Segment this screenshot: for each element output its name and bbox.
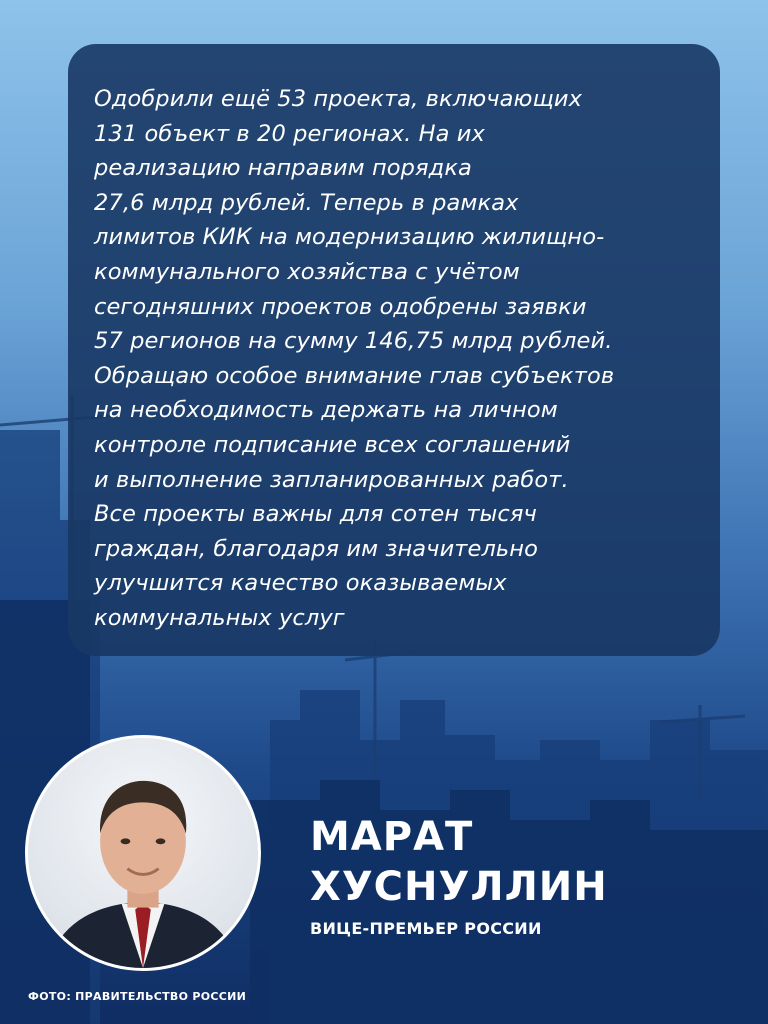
quote-line: на необходимость держать на личном [94,397,558,424]
quote-line: сегодняшних проектов одобрены заявки [94,293,587,320]
quote-line: 27,6 млрд рублей. Теперь в рамках [94,189,519,216]
speaker-last-name: ХУСНУЛЛИН [310,864,608,910]
quote-line: и выполнение запланированных работ. [94,466,569,493]
quote-line: Обращаю особое внимание глав субъектов [94,362,615,389]
portrait-photo-icon [28,738,258,968]
quote-line: коммунальных услуг [94,604,345,631]
quote-line: коммунального хозяйства с учётом [94,258,520,285]
quote-box [68,44,720,656]
quote-line: контроле подписание всех соглашений [94,431,571,458]
speaker-name [310,812,608,912]
quote-line: 131 объект в 20 регионах. На их [94,120,485,147]
speaker-position: ВИЦЕ-ПРЕМЬЕР РОССИИ [310,919,542,938]
quote-line: Одобрили ещё 53 проекта, включающих [94,86,582,112]
quote-line: граждан, благодаря им значительно [94,535,538,562]
speaker-portrait [25,735,261,971]
quote-line: 57 регионов на сумму 146,75 млрд рублей. [94,328,613,355]
speaker-first-name: МАРАТ [310,814,474,860]
photo-credit: ФОТО: ПРАВИТЕЛЬСТВО РОССИИ [28,990,247,1003]
quote-line: лимитов КИК на модернизацию жилищно- [94,224,605,251]
quote-text [94,82,700,636]
quote-line: улучшится качество оказываемых [94,570,507,597]
quote-line: Все проекты важны для сотен тысяч [94,501,537,528]
quote-line: реализацию направим порядка [94,155,472,182]
